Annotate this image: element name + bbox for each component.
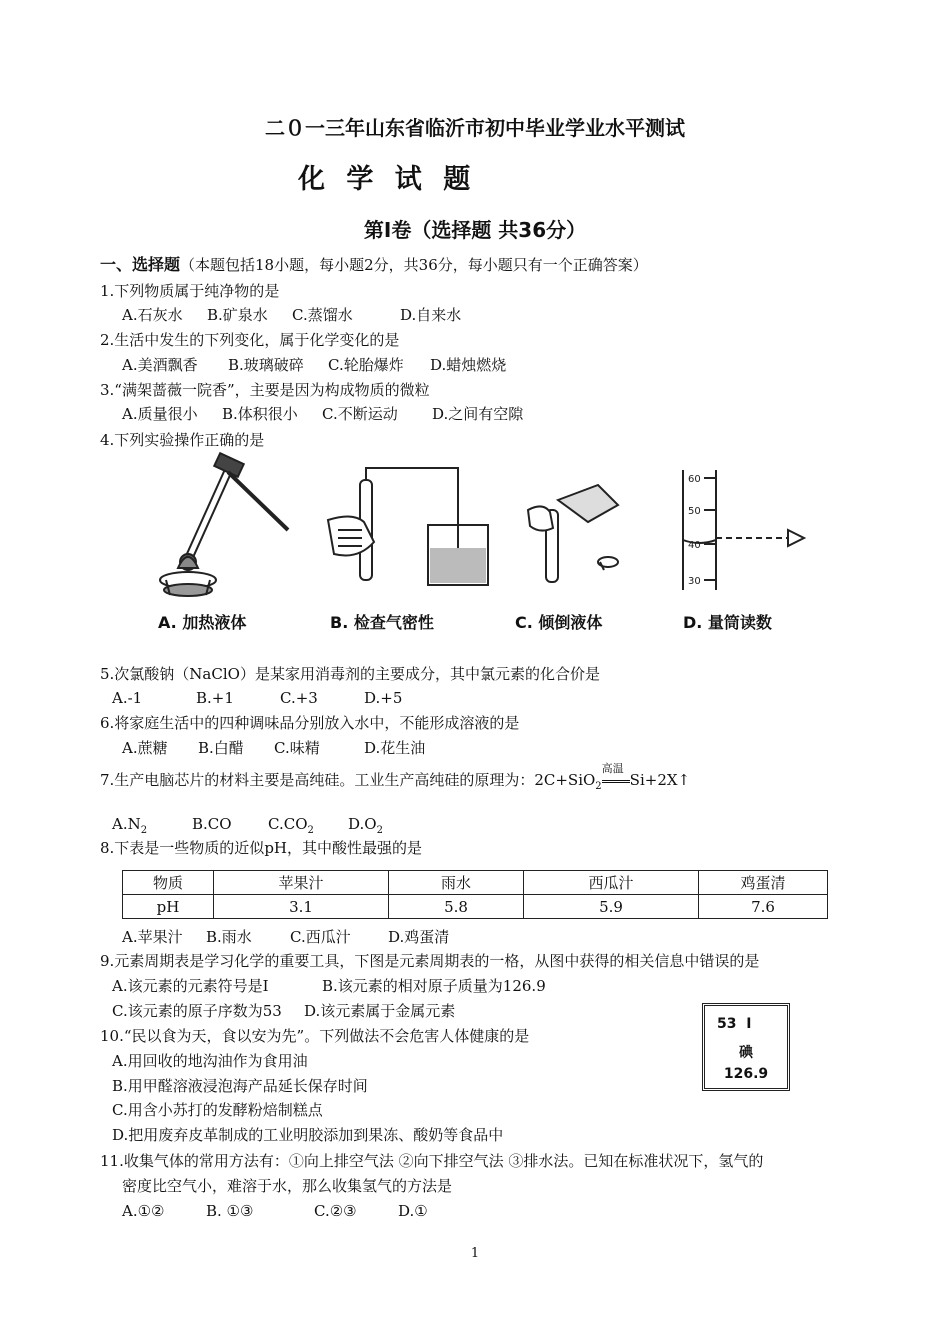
- table-header-cell: 雨水: [389, 871, 524, 895]
- q2-option-b: B.玻璃破碎: [228, 356, 304, 374]
- page-number: 1: [470, 1246, 480, 1261]
- q1-option-d: D.自来水: [400, 306, 462, 324]
- q3-option-a: A.质量很小: [122, 405, 198, 423]
- q7-equation: [534, 762, 691, 792]
- q2-option-d: D.蜡烛燃烧: [430, 356, 507, 374]
- q7-options: [112, 814, 383, 841]
- q3-option-b: B.体积很小: [222, 405, 298, 423]
- q9-options-ab: [112, 976, 546, 996]
- element-mass: 126.9: [723, 1066, 769, 1082]
- cylinder-tick-50: 50: [688, 506, 701, 517]
- q8-stem: 8.下表是一些物质的近似pH，其中酸性最强的是: [100, 839, 422, 857]
- cylinder-tick-60: 60: [688, 474, 701, 485]
- q7-option-c: $C.CO_2$: [268, 815, 314, 836]
- table-cell: 7.6: [699, 895, 828, 919]
- cylinder-reading-illustration: [683, 470, 804, 590]
- table-header-cell: 苹果汁: [214, 871, 389, 895]
- q7-eq-condition: [601, 762, 630, 790]
- q6-option-d: D.花生油: [364, 739, 426, 757]
- subject-title: 化 学 试 题: [298, 164, 477, 195]
- q5-option-a: A.-1: [112, 689, 143, 707]
- q9-option-a: A.该元素的元素符号是I: [112, 977, 269, 995]
- q8-option-a: A.苹果汁: [122, 928, 183, 946]
- q1-option-c: C.蒸馏水: [292, 306, 353, 324]
- table-row: [123, 895, 828, 919]
- q5-options: [112, 688, 402, 708]
- q11-stem-1: 11.收集气体的常用方法有：①向上排空气法 ②向下排空气法 ③排水法。已知在标准状况下，氢气的: [100, 1152, 764, 1170]
- q5-stem: 5.次氯酸钠（NaClO）是某家用消毒剂的主要成分，其中氯元素的化合价是: [100, 665, 600, 683]
- periodic-table-cell: [702, 1003, 790, 1091]
- q10-stem: 10.“民以食为天，食以安为先”。下列做法不会危害人体健康的是: [100, 1027, 530, 1045]
- q7-stem: 7.生产电脑芯片的材料主要是高纯硅。工业生产高纯硅的原理为：: [100, 771, 535, 789]
- q9-options-cd: [112, 1001, 455, 1021]
- table-header-row: [123, 871, 828, 895]
- figure-caption-b: B. 检查气密性: [330, 613, 434, 632]
- q5-option-b: B.+1: [196, 689, 234, 707]
- q5-option-c: C.+3: [280, 689, 318, 707]
- q1-options: [122, 305, 461, 325]
- q11-stem-2: 密度比空气小，难溶于水，那么收集氢气的方法是: [122, 1177, 453, 1195]
- q3-stem: 3.“满架蔷薇一院香”，主要是因为构成物质的微粒: [100, 381, 430, 399]
- q6-options: [122, 738, 425, 758]
- table-cell: 3.1: [214, 895, 389, 919]
- q7-option-a: $A.N_2$: [112, 815, 148, 836]
- table-cell: 5.9: [524, 895, 699, 919]
- figure-caption-a: A. 加热液体: [158, 613, 247, 632]
- q7-eq-right: Si+2X↑: [629, 771, 691, 789]
- q5-option-d: D.+5: [364, 689, 403, 707]
- q10-option-a: A.用回收的地沟油作为食用油: [112, 1052, 308, 1070]
- element-name: 碘: [739, 1045, 753, 1061]
- pouring-liquid-illustration: [528, 485, 618, 582]
- q8-option-c: C.西瓜汁: [290, 928, 351, 946]
- table-header-cell: 物质: [123, 871, 214, 895]
- q10-option-d: D.把用废弃皮革制成的工业明胶添加到果冻、酸奶等食品中: [112, 1126, 504, 1144]
- table-cell: pH: [123, 895, 214, 919]
- table-header-cell: 鸡蛋清: [699, 871, 828, 895]
- q9-option-b: B.该元素的相对原子质量为126.9: [322, 977, 546, 995]
- figure-caption-d: D. 量筒读数: [683, 613, 772, 632]
- section-instructions: （本题包括18小题，每小题2分，共36分，每小题只有一个正确答案）: [180, 256, 648, 274]
- q7-option-b: B.CO: [192, 815, 232, 833]
- q6-option-c: C.味精: [274, 739, 320, 757]
- q2-option-a: A.美酒飘香: [122, 356, 198, 374]
- element-number-symbol: 53 I: [717, 1016, 752, 1032]
- table-header-cell: 西瓜汁: [524, 871, 699, 895]
- q10-option-c: C.用含小苏打的发酵粉焙制糕点: [112, 1101, 323, 1119]
- q7-eq-cond-text: 高温: [601, 762, 624, 775]
- q1-option-a: A.石灰水: [122, 306, 183, 324]
- q10-option-b: B.用甲醛溶液浸泡海产品延长保存时间: [112, 1077, 368, 1095]
- q8-option-d: D.鸡蛋清: [388, 928, 450, 946]
- q2-stem: 2.生活中发生的下列变化，属于化学变化的是: [100, 331, 400, 349]
- q3-option-d: D.之间有空隙: [432, 405, 524, 423]
- q2-options: [122, 355, 506, 375]
- airtightness-illustration: [328, 468, 488, 585]
- cylinder-tick-40: 40: [688, 540, 701, 551]
- table-cell: 5.8: [389, 895, 524, 919]
- q1-stem: 1.下列物质属于纯净物的是: [100, 282, 280, 300]
- heating-liquid-illustration: [160, 453, 288, 596]
- q4-stem: 4.下列实验操作正确的是: [100, 431, 265, 449]
- q8-option-b: B.雨水: [206, 928, 252, 946]
- q6-option-b: B.白醋: [198, 739, 244, 757]
- q9-option-c: C.该元素的原子序数为53: [112, 1002, 282, 1020]
- q6-stem: 6.将家庭生活中的四种调味品分别放入水中，不能形成溶液的是: [100, 714, 520, 732]
- q11-option-a: A.①②: [122, 1202, 165, 1220]
- q3-options: [122, 404, 523, 424]
- q9-option-d: D.该元素属于金属元素: [304, 1002, 456, 1020]
- q11-option-c: C.②③: [314, 1202, 357, 1220]
- part-title: 第Ⅰ卷（选择题 共36分）: [363, 218, 587, 242]
- q7-stem-line: [100, 762, 691, 797]
- q7-eq-left: 2C+SiO: [534, 771, 596, 789]
- q11-option-b: B. ①③: [206, 1202, 254, 1220]
- q1-option-b: B.矿泉水: [207, 306, 268, 324]
- q6-option-a: A.蔗糖: [122, 739, 168, 757]
- q7-option-d: $D.O_2$: [348, 815, 383, 836]
- q8-options: [122, 927, 449, 947]
- ph-table: [122, 870, 828, 919]
- q11-option-d: D.①: [398, 1202, 428, 1220]
- q2-option-c: C.轮胎爆炸: [328, 356, 404, 374]
- q9-stem: 9.元素周期表是学习化学的重要工具，下图是元素周期表的一格，从图中获得的相关信息中错误的是: [100, 952, 760, 970]
- section-header: [100, 255, 648, 275]
- q3-option-c: C.不断运动: [322, 405, 398, 423]
- q11-options: [122, 1201, 428, 1221]
- q7-eq-sub: 2: [595, 781, 602, 792]
- figure-caption-c: C. 倾倒液体: [515, 613, 603, 632]
- section-heading: 一、选择题: [100, 255, 181, 274]
- exam-title: 二０一三年山东省临沂市初中毕业学业水平测试: [265, 116, 685, 140]
- cylinder-tick-30: 30: [688, 576, 701, 587]
